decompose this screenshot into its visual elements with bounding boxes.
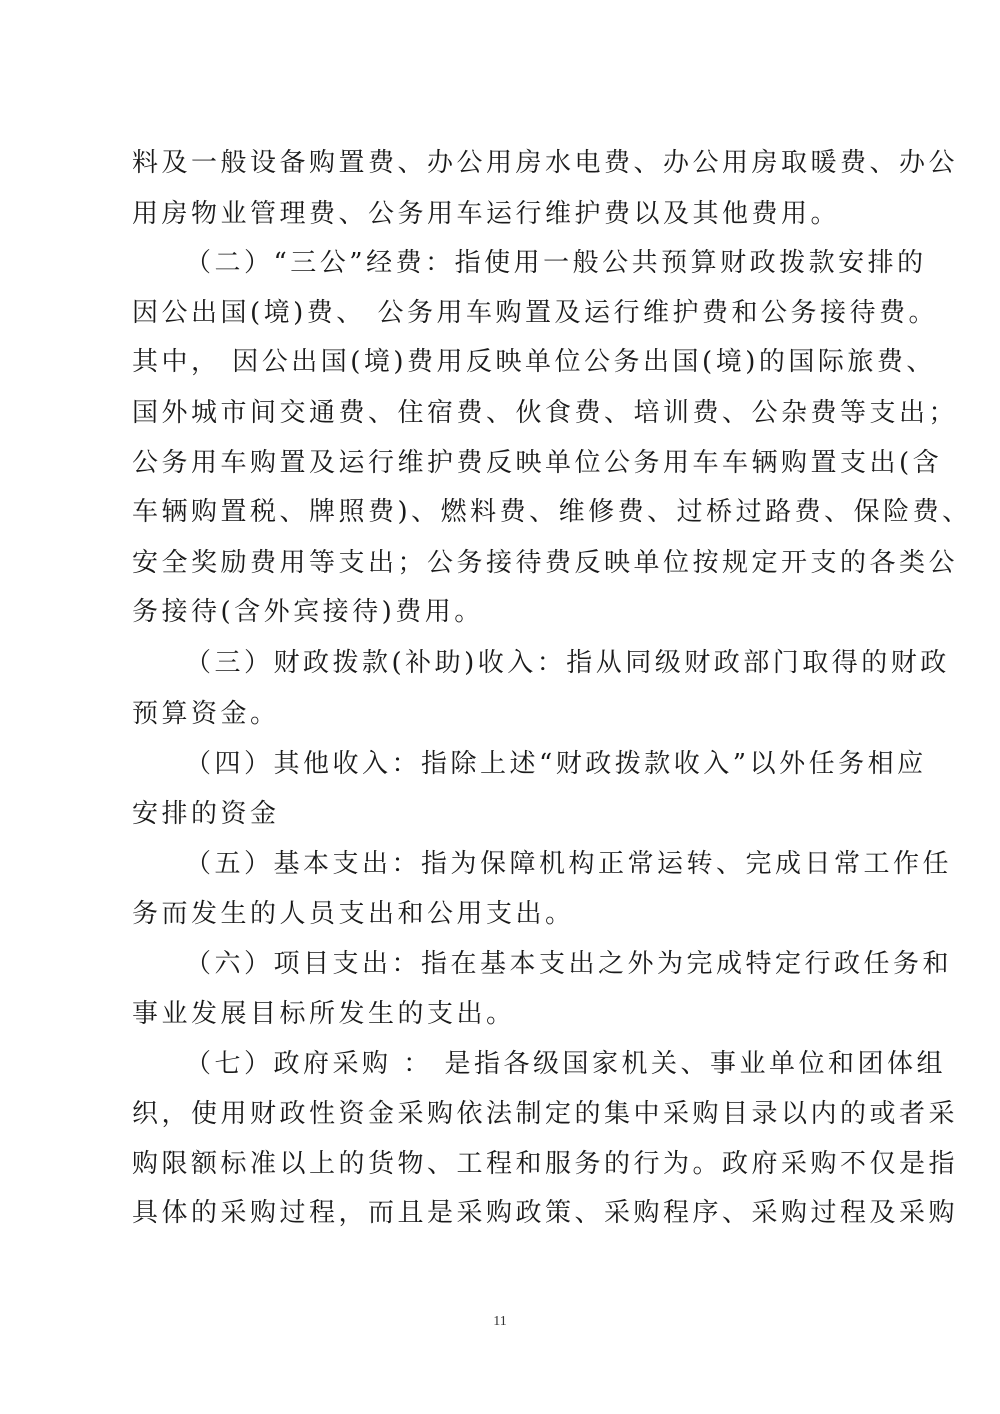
text-line: （三）财政拨款(补助)收入：指从同级财政部门取得的财政	[185, 648, 950, 678]
text-line: 安排的资金	[132, 799, 280, 829]
text-line: （五）基本支出：指为保障机构正常运转、完成日常工作任	[185, 849, 953, 879]
text-line: 务而发生的人员支出和公用支出。	[132, 899, 575, 929]
text-line: 料及一般设备购置费、办公用房水电费、办公用房取暖费、办公	[132, 148, 959, 178]
text-line: 安全奖励费用等支出；公务接待费反映单位按规定开支的各类公	[132, 548, 959, 578]
page-number: 11	[493, 1314, 507, 1329]
text-line: 其中， 因公出国(境)费用反映单位公务出国(境)的国际旅费、	[132, 347, 936, 377]
text-line: 因公出国(境)费、 公务用车购置及运行维护费和公务接待费。	[132, 298, 939, 328]
text-line: 务接待(含外宾接待)费用。	[132, 597, 484, 627]
text-line: 用房物业管理费、公务用车运行维护费以及其他费用。	[132, 199, 841, 229]
text-line: 公务用车购置及运行维护费反映单位公务用车车辆购置支出(含	[132, 448, 943, 478]
text-line: 织，使用财政性资金采购依法制定的集中采购目录以内的或者采	[132, 1099, 959, 1129]
text-line: （七）政府采购 ： 是指各级国家机关、事业单位和团体组	[185, 1049, 947, 1079]
text-line: 车辆购置税、牌照费)、燃料费、维修费、过桥过路费、保险费、	[132, 497, 972, 527]
text-line: 预算资金。	[132, 699, 280, 729]
text-line: （四）其他收入：指除上述“财政拨款收入”以外任务相应	[185, 749, 927, 779]
text-line: 事业发展目标所发生的支出。	[132, 999, 516, 1029]
text-line: （六）项目支出：指在基本支出之外为完成特定行政任务和	[185, 949, 953, 979]
text-line: 购限额标准以上的货物、工程和服务的行为。政府采购不仅是指	[132, 1149, 959, 1179]
text-line: 国外城市间交通费、住宿费、伙食费、培训费、公杂费等支出；	[132, 398, 959, 428]
text-line: 具体的采购过程，而且是采购政策、采购程序、采购过程及采购	[132, 1198, 959, 1228]
text-line: （二）“三公”经费：指使用一般公共预算财政拨款安排的	[185, 248, 927, 278]
